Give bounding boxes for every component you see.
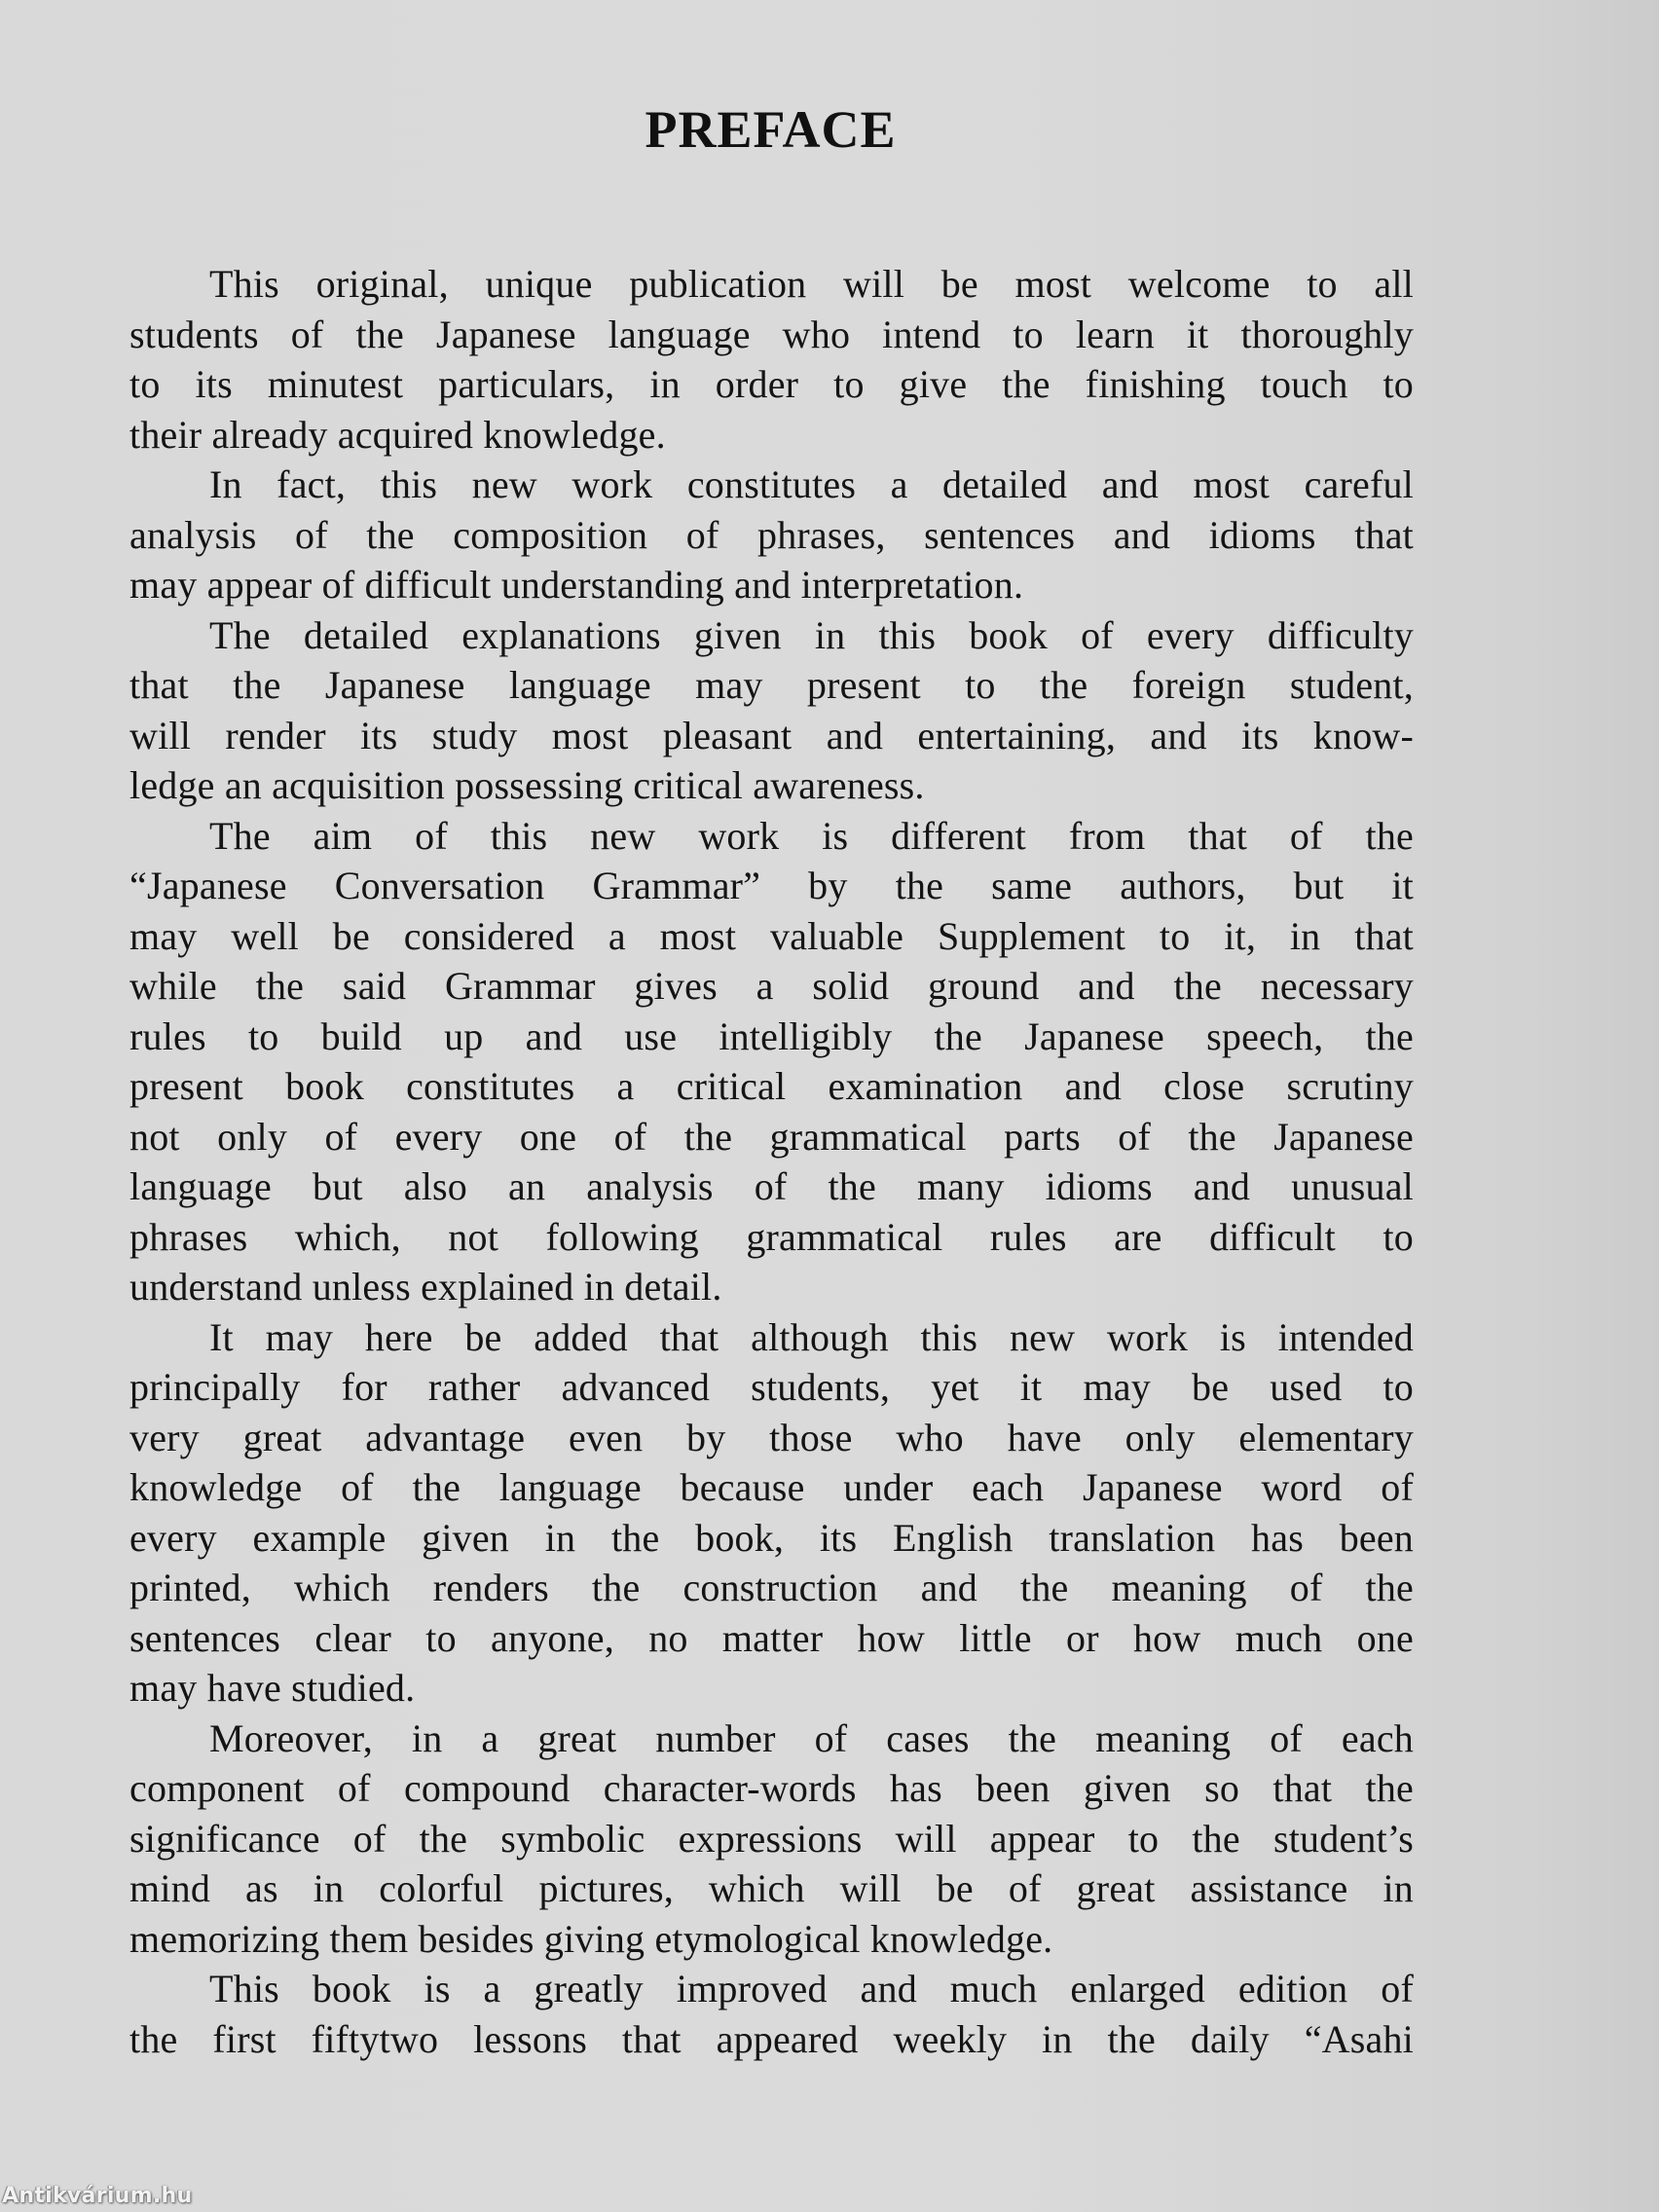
text-line: the first fiftytwo lessons that appeared weekly in the daily “Asahi: [129, 2016, 1414, 2061]
text-line: may well be considered a most valuable Supplement to it, in that: [129, 913, 1414, 958]
text-line: It may here be added that although this new work is intended: [209, 1314, 1414, 1359]
text-line: This book is a greatly improved and much enlarged edition of: [209, 1967, 1414, 2010]
text-line: their already acquired knowledge.: [129, 412, 666, 457]
text-line: The detailed explanations given in this book of every difficulty: [209, 612, 1414, 657]
text-line: very great advantage even by those who have only elementary: [129, 1415, 1414, 1459]
text-line: significance of the symbolic expressions will appear to the student’s: [129, 1816, 1414, 1861]
text-line: component of compound character-words has been given so that the: [129, 1766, 1414, 1810]
text-line: mind as in colorful pictures, which will be of great assistance in: [129, 1866, 1414, 1910]
text-line: language but also an analysis of the many idioms and unusual: [129, 1164, 1414, 1208]
text-line: sentences clear to anyone, no matter how little or how much one: [129, 1615, 1414, 1660]
paragraph: [129, 610, 1414, 811]
text-line: This original, unique publication will be most welcome to all: [209, 262, 1414, 306]
paragraph: [129, 460, 1414, 610]
text-line: students of the Japanese language who intend to learn it thoroughly: [129, 312, 1414, 356]
text-line: rules to build up and use intelligibly the Japanese speech, the: [129, 1014, 1414, 1058]
text-line: while the said Grammar gives a solid ground and the necessary: [129, 964, 1414, 1008]
text-line: “Japanese Conversation Grammar” by the same authors, but it: [129, 864, 1414, 907]
text-line: may appear of difficult understanding and interpretation.: [129, 563, 1024, 607]
text-line: The aim of this new work is different from that of the: [209, 813, 1414, 858]
paragraph: [129, 1714, 1414, 1965]
paragraph: [129, 1964, 1414, 2064]
text-line: memorizing them besides giving etymological knowledge.: [129, 1916, 1053, 1961]
text-line: present book constitutes a critical examination and close scrutiny: [129, 1064, 1414, 1108]
text-line: every example given in the book, its English translation has been: [129, 1515, 1414, 1560]
text-line: understand unless explained in detail.: [129, 1265, 722, 1309]
text-line: printed, which renders the construction and the meaning of the: [129, 1566, 1414, 1609]
watermark: Antikvárium.hu: [2, 2184, 193, 2208]
text-line: phrases which, not following grammatical rules are difficult to: [129, 1214, 1414, 1259]
page-title: PREFACE: [645, 100, 897, 159]
text-line: knowledge of the language because under each Japanese word of: [129, 1465, 1414, 1509]
text-line: may have studied.: [129, 1666, 416, 1710]
text-line: principally for rather advanced students, yet it may be used to: [129, 1365, 1414, 1409]
text-line: will render its study most pleasant and entertaining, and its know-: [129, 713, 1414, 757]
paragraph: [129, 259, 1414, 460]
text-line: In fact, this new work constitutes a detailed and most careful: [209, 462, 1414, 506]
text-line: ledge an acquisition possessing critical awareness.: [129, 763, 925, 807]
text-line: that the Japanese language may present to the foreign student,: [129, 663, 1414, 707]
paragraph: [129, 811, 1414, 1312]
text-line: to its minutest particulars, in order to give the finishing touch to: [129, 362, 1414, 406]
text-line: not only of every one of the grammatical parts of the Japanese: [129, 1114, 1414, 1159]
paragraph: [129, 1312, 1414, 1714]
preface-body: [129, 259, 1414, 2064]
text-line: analysis of the composition of phrases, sentences and idioms that: [129, 512, 1414, 557]
text-line: Moreover, in a great number of cases the meaning of each: [209, 1715, 1414, 1760]
